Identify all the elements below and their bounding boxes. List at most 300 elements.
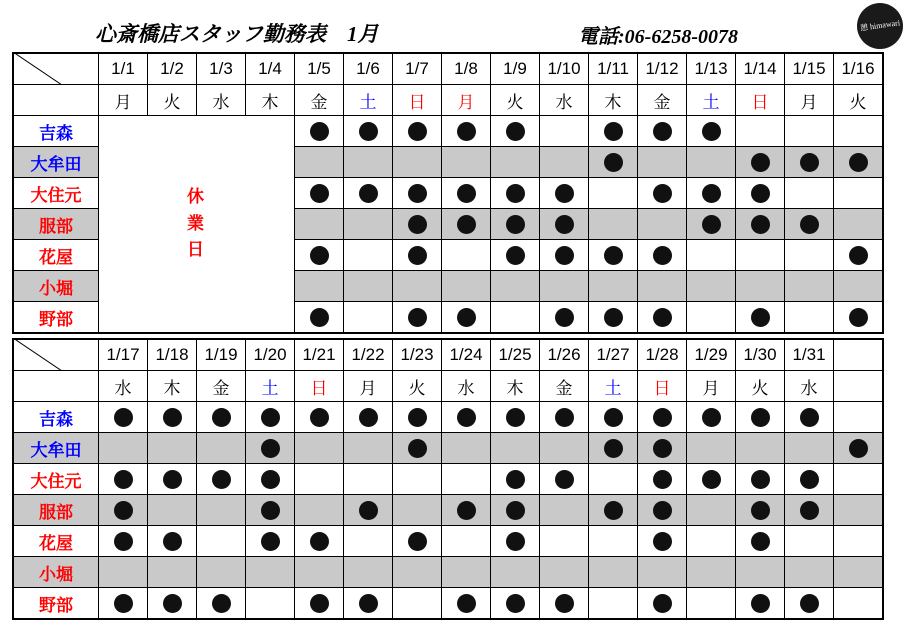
shift-cell-off	[197, 526, 246, 557]
weekday-cell: 水	[785, 371, 834, 402]
weekday-cell: 火	[736, 371, 785, 402]
shift-cell-on	[687, 209, 736, 240]
shift-cell-off	[834, 557, 884, 588]
shift-cell-off	[687, 302, 736, 334]
shift-dot-icon	[310, 246, 329, 265]
shift-dot-icon	[261, 439, 280, 458]
weekday-row-label	[13, 85, 99, 116]
shift-cell-on	[491, 495, 540, 526]
shift-dot-icon	[604, 439, 623, 458]
staff-name-cell: 小堀	[13, 557, 99, 588]
shift-cell-on	[736, 178, 785, 209]
shift-cell-on	[442, 209, 491, 240]
date-cell: 1/13	[687, 53, 736, 85]
weekday-cell: 土	[687, 85, 736, 116]
staff-name-cell: 大住元	[13, 464, 99, 495]
shift-cell-on	[295, 588, 344, 620]
shift-cell-off	[295, 271, 344, 302]
shift-dot-icon	[702, 184, 721, 203]
staff-name-cell: 吉森	[13, 402, 99, 433]
shift-dot-icon	[555, 246, 574, 265]
shift-cell-on	[295, 402, 344, 433]
shift-cell-off	[295, 209, 344, 240]
shift-cell-off	[589, 557, 638, 588]
shift-cell-on	[491, 240, 540, 271]
shift-cell-on	[393, 402, 442, 433]
shift-cell-off	[638, 271, 687, 302]
holiday-line: 日	[187, 240, 206, 260]
shift-dot-icon	[506, 594, 525, 613]
date-cell: 1/6	[344, 53, 393, 85]
shift-cell-off	[197, 433, 246, 464]
shift-cell-off	[295, 464, 344, 495]
shift-cell-on	[834, 240, 884, 271]
shift-cell-off	[834, 178, 884, 209]
shift-cell-off	[834, 588, 884, 620]
shift-cell-off	[393, 464, 442, 495]
date-cell: 1/30	[736, 339, 785, 371]
shift-cell-off	[540, 433, 589, 464]
shift-cell-on	[344, 588, 393, 620]
shift-dot-icon	[359, 184, 378, 203]
shift-dot-icon	[604, 501, 623, 520]
shift-cell-on	[246, 526, 295, 557]
shift-cell-off	[785, 116, 834, 147]
weekday-cell: 土	[246, 371, 295, 402]
shift-cell-off	[540, 271, 589, 302]
shift-cell-off	[834, 402, 884, 433]
shift-dot-icon	[751, 532, 770, 551]
shift-cell-on	[540, 402, 589, 433]
shift-dot-icon	[457, 122, 476, 141]
shift-dot-icon	[702, 470, 721, 489]
shift-cell-off	[442, 147, 491, 178]
shift-cell-on	[638, 402, 687, 433]
shift-cell-off	[834, 464, 884, 495]
date-cell: 1/5	[295, 53, 344, 85]
shift-cell-off	[393, 557, 442, 588]
shift-cell-on	[491, 209, 540, 240]
staff-name-cell: 野部	[13, 302, 99, 334]
schedule-table-second-half	[12, 338, 884, 620]
date-cell: 1/29	[687, 339, 736, 371]
shift-dot-icon	[555, 308, 574, 327]
weekday-cell: 水	[540, 85, 589, 116]
shift-cell-off	[393, 588, 442, 620]
shift-cell-on	[736, 526, 785, 557]
staff-name-cell: 服部	[13, 209, 99, 240]
staff-name-cell: 大住元	[13, 178, 99, 209]
shift-cell-off	[589, 588, 638, 620]
shift-dot-icon	[457, 501, 476, 520]
schedule-table-first-half	[12, 52, 884, 334]
shift-cell-off	[687, 526, 736, 557]
shift-cell-on	[99, 464, 148, 495]
corner-cell	[13, 53, 99, 85]
shift-cell-off	[540, 147, 589, 178]
date-cell: 1/26	[540, 339, 589, 371]
shift-dot-icon	[408, 122, 427, 141]
shift-dot-icon	[604, 246, 623, 265]
shift-cell-off	[638, 147, 687, 178]
shift-cell-on	[736, 402, 785, 433]
shift-dot-icon	[359, 122, 378, 141]
shift-dot-icon	[163, 408, 182, 427]
shift-cell-on	[148, 526, 197, 557]
shift-cell-on	[687, 116, 736, 147]
shift-dot-icon	[261, 408, 280, 427]
weekday-cell: 金	[540, 371, 589, 402]
shift-dot-icon	[310, 408, 329, 427]
shift-cell-off	[344, 464, 393, 495]
shift-cell-on	[834, 433, 884, 464]
weekday-cell: 日	[638, 371, 687, 402]
date-cell: 1/24	[442, 339, 491, 371]
shift-cell-on	[638, 495, 687, 526]
shift-cell-off	[442, 433, 491, 464]
holiday-block	[99, 116, 295, 334]
shift-cell-off	[99, 433, 148, 464]
shift-cell-on	[540, 209, 589, 240]
weekday-cell: 月	[344, 371, 393, 402]
weekday-cell: 木	[148, 371, 197, 402]
shift-cell-off	[295, 433, 344, 464]
weekday-cell: 火	[834, 85, 884, 116]
shift-cell-off	[540, 495, 589, 526]
shift-cell-off	[785, 302, 834, 334]
holiday-line: 業	[187, 213, 206, 233]
shift-cell-off	[442, 464, 491, 495]
weekday-cell: 水	[442, 371, 491, 402]
weekday-cell: 金	[638, 85, 687, 116]
shift-cell-off	[295, 147, 344, 178]
shift-cell-on	[491, 588, 540, 620]
shift-cell-on	[246, 402, 295, 433]
shift-dot-icon	[114, 408, 133, 427]
shift-cell-on	[785, 588, 834, 620]
table-row	[13, 588, 883, 620]
weekday-cell: 水	[197, 85, 246, 116]
date-cell: 1/3	[197, 53, 246, 85]
shift-cell-on	[442, 178, 491, 209]
shift-cell-off	[442, 271, 491, 302]
weekday-cell: 土	[589, 371, 638, 402]
shift-dot-icon	[408, 532, 427, 551]
shift-dot-icon	[800, 501, 819, 520]
shift-cell-off	[589, 271, 638, 302]
shift-dot-icon	[800, 153, 819, 172]
shift-cell-on	[295, 526, 344, 557]
shift-cell-off	[344, 271, 393, 302]
shift-dot-icon	[751, 594, 770, 613]
shift-cell-off	[491, 147, 540, 178]
shift-dot-icon	[359, 408, 378, 427]
shift-cell-off	[148, 433, 197, 464]
shift-cell-off	[491, 557, 540, 588]
shift-cell-off	[99, 557, 148, 588]
shift-cell-on	[589, 240, 638, 271]
shift-cell-on	[540, 178, 589, 209]
shift-cell-on	[344, 116, 393, 147]
shift-dot-icon	[800, 470, 819, 489]
shift-dot-icon	[212, 470, 231, 489]
shift-cell-off	[344, 209, 393, 240]
shift-cell-off	[148, 495, 197, 526]
shift-cell-off	[736, 271, 785, 302]
weekday-header-row	[13, 85, 883, 116]
staff-name-cell: 花屋	[13, 526, 99, 557]
shift-dot-icon	[457, 184, 476, 203]
shift-cell-on	[344, 178, 393, 209]
shift-dot-icon	[555, 470, 574, 489]
shift-dot-icon	[408, 215, 427, 234]
weekday-cell: 月	[687, 371, 736, 402]
shift-cell-off	[344, 240, 393, 271]
shift-cell-off	[246, 588, 295, 620]
shift-cell-off	[491, 302, 540, 334]
shift-dot-icon	[261, 470, 280, 489]
shift-cell-off	[344, 557, 393, 588]
shift-cell-on	[99, 402, 148, 433]
shift-dot-icon	[751, 184, 770, 203]
table-row	[13, 433, 883, 464]
shift-cell-off	[736, 557, 785, 588]
weekday-cell: 火	[148, 85, 197, 116]
shift-dot-icon	[457, 594, 476, 613]
shift-cell-off	[148, 557, 197, 588]
shift-cell-off	[785, 526, 834, 557]
weekday-cell: 日	[295, 371, 344, 402]
shift-dot-icon	[212, 408, 231, 427]
shift-cell-off	[491, 433, 540, 464]
shift-dot-icon	[506, 246, 525, 265]
shift-dot-icon	[163, 532, 182, 551]
shift-dot-icon	[114, 501, 133, 520]
shift-dot-icon	[408, 184, 427, 203]
shift-cell-on	[197, 464, 246, 495]
date-cell: 1/4	[246, 53, 295, 85]
shift-dot-icon	[653, 594, 672, 613]
weekday-cell: 金	[197, 371, 246, 402]
shift-dot-icon	[849, 439, 868, 458]
shift-dot-icon	[604, 308, 623, 327]
shift-cell-on	[197, 402, 246, 433]
shift-cell-off	[834, 116, 884, 147]
date-cell: 1/8	[442, 53, 491, 85]
shift-cell-off	[834, 526, 884, 557]
weekday-cell: 日	[736, 85, 785, 116]
shift-cell-on	[638, 433, 687, 464]
shift-dot-icon	[653, 184, 672, 203]
shift-cell-on	[589, 302, 638, 334]
shift-cell-off	[736, 433, 785, 464]
shift-cell-on	[148, 464, 197, 495]
shift-dot-icon	[555, 594, 574, 613]
shift-dot-icon	[702, 215, 721, 234]
shift-cell-on	[834, 147, 884, 178]
shift-cell-on	[148, 588, 197, 620]
shift-cell-off	[736, 240, 785, 271]
shift-cell-off	[687, 495, 736, 526]
shift-cell-on	[295, 302, 344, 334]
shift-cell-on	[491, 178, 540, 209]
shift-cell-on	[246, 495, 295, 526]
shift-cell-off	[687, 271, 736, 302]
shift-cell-on	[785, 495, 834, 526]
shift-cell-on	[393, 178, 442, 209]
weekday-cell: 金	[295, 85, 344, 116]
date-header-row	[13, 339, 883, 371]
shift-dot-icon	[653, 439, 672, 458]
shift-cell-on	[246, 433, 295, 464]
shift-cell-on	[687, 464, 736, 495]
shift-dot-icon	[849, 153, 868, 172]
shift-dot-icon	[408, 439, 427, 458]
shift-cell-on	[736, 464, 785, 495]
shift-cell-on	[491, 526, 540, 557]
date-cell: 1/12	[638, 53, 687, 85]
shift-cell-on	[785, 464, 834, 495]
shift-dot-icon	[800, 408, 819, 427]
shift-dot-icon	[310, 594, 329, 613]
shift-dot-icon	[653, 246, 672, 265]
corner-cell	[13, 339, 99, 371]
staff-name-cell: 吉森	[13, 116, 99, 147]
page-title: 心斎橋店スタッフ勤務表 1月	[95, 22, 379, 46]
shift-cell-on	[99, 588, 148, 620]
shift-dot-icon	[408, 308, 427, 327]
shift-cell-on	[491, 116, 540, 147]
shift-cell-on	[393, 526, 442, 557]
shift-cell-on	[99, 495, 148, 526]
shift-cell-on	[442, 495, 491, 526]
date-cell: 1/15	[785, 53, 834, 85]
shift-cell-off	[638, 209, 687, 240]
shift-dot-icon	[506, 532, 525, 551]
shift-cell-on	[589, 433, 638, 464]
shift-dot-icon	[114, 532, 133, 551]
shift-dot-icon	[506, 408, 525, 427]
shift-cell-off	[736, 116, 785, 147]
shift-dot-icon	[163, 594, 182, 613]
shift-dot-icon	[310, 308, 329, 327]
shift-cell-off	[785, 178, 834, 209]
shift-cell-off	[344, 526, 393, 557]
shift-cell-off	[834, 271, 884, 302]
shift-cell-on	[491, 402, 540, 433]
shift-cell-on	[834, 302, 884, 334]
shift-cell-off	[785, 433, 834, 464]
weekday-cell: 木	[589, 85, 638, 116]
staff-name-cell: 大牟田	[13, 433, 99, 464]
shift-cell-off	[344, 302, 393, 334]
shift-dot-icon	[653, 308, 672, 327]
shift-dot-icon	[751, 153, 770, 172]
shift-cell-off	[785, 271, 834, 302]
shift-cell-on	[589, 147, 638, 178]
date-cell: 1/21	[295, 339, 344, 371]
shift-dot-icon	[555, 408, 574, 427]
staff-name-cell: 花屋	[13, 240, 99, 271]
shift-cell-on	[785, 147, 834, 178]
shift-dot-icon	[212, 594, 231, 613]
shift-dot-icon	[751, 215, 770, 234]
shift-dot-icon	[849, 246, 868, 265]
shift-dot-icon	[506, 501, 525, 520]
shift-cell-off	[834, 495, 884, 526]
shift-dot-icon	[408, 408, 427, 427]
shift-cell-off	[442, 557, 491, 588]
shift-cell-on	[736, 588, 785, 620]
shift-dot-icon	[702, 122, 721, 141]
shift-cell-off	[540, 557, 589, 588]
date-cell: 1/9	[491, 53, 540, 85]
shift-dot-icon	[114, 594, 133, 613]
staff-name-cell: 小堀	[13, 271, 99, 302]
shift-cell-on	[736, 302, 785, 334]
shift-cell-on	[687, 402, 736, 433]
shift-cell-on	[638, 464, 687, 495]
shift-cell-on	[736, 147, 785, 178]
shift-cell-on	[589, 495, 638, 526]
shift-dot-icon	[555, 184, 574, 203]
shift-cell-off	[687, 557, 736, 588]
weekday-cell	[834, 371, 884, 402]
shift-cell-off	[442, 526, 491, 557]
date-cell: 1/14	[736, 53, 785, 85]
shift-dot-icon	[457, 408, 476, 427]
shift-cell-off	[197, 495, 246, 526]
shift-cell-on	[442, 402, 491, 433]
table-row	[13, 495, 883, 526]
shift-dot-icon	[506, 184, 525, 203]
shift-cell-on	[393, 209, 442, 240]
shift-dot-icon	[800, 594, 819, 613]
shift-cell-off	[589, 464, 638, 495]
shift-dot-icon	[653, 408, 672, 427]
shift-dot-icon	[506, 122, 525, 141]
shift-cell-off	[785, 240, 834, 271]
shift-dot-icon	[555, 215, 574, 234]
shift-dot-icon	[849, 308, 868, 327]
shift-dot-icon	[310, 184, 329, 203]
date-cell: 1/7	[393, 53, 442, 85]
shift-cell-on	[638, 526, 687, 557]
holiday-line: 休	[187, 187, 206, 207]
shift-cell-on	[785, 402, 834, 433]
date-cell: 1/20	[246, 339, 295, 371]
shift-dot-icon	[457, 215, 476, 234]
shift-cell-on	[736, 209, 785, 240]
shift-cell-on	[295, 178, 344, 209]
date-cell: 1/27	[589, 339, 638, 371]
shift-cell-on	[295, 116, 344, 147]
date-cell: 1/19	[197, 339, 246, 371]
table-row	[13, 557, 883, 588]
shift-cell-off	[687, 433, 736, 464]
staff-name-cell: 大牟田	[13, 147, 99, 178]
shift-cell-on	[589, 402, 638, 433]
shift-cell-on	[491, 464, 540, 495]
table-row	[13, 402, 883, 433]
shift-cell-on	[442, 116, 491, 147]
shift-cell-on	[442, 302, 491, 334]
date-cell: 1/2	[148, 53, 197, 85]
shift-cell-on	[393, 433, 442, 464]
date-cell	[834, 339, 884, 371]
shift-cell-off	[638, 557, 687, 588]
date-cell: 1/1	[99, 53, 148, 85]
